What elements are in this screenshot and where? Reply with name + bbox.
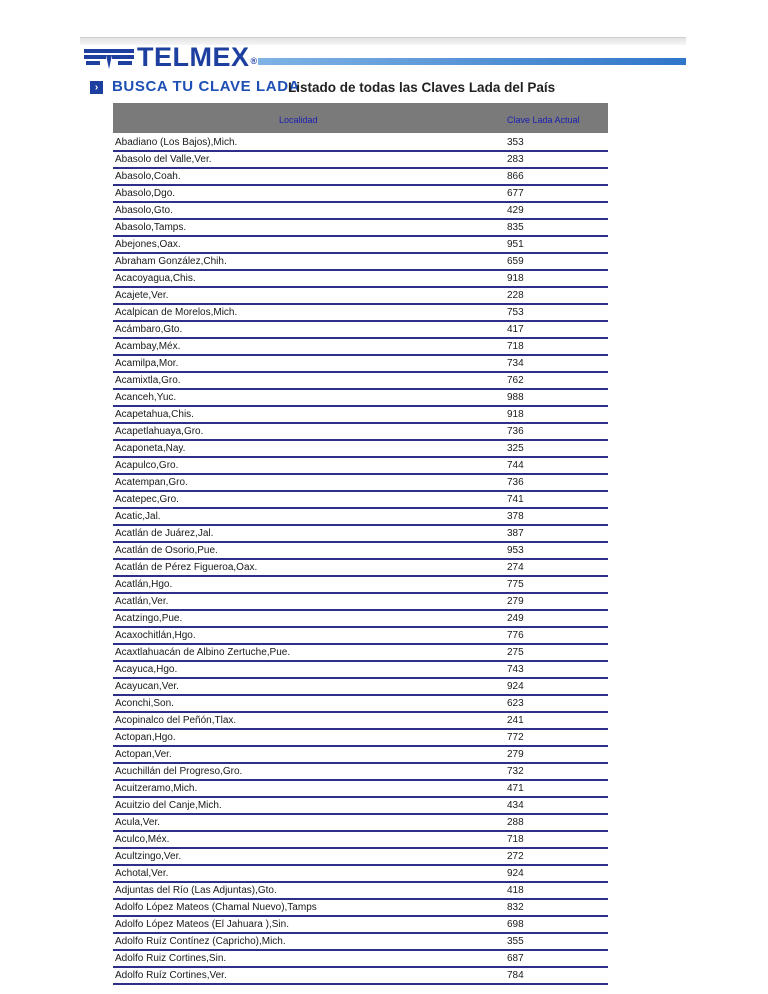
table-row — [113, 747, 608, 764]
localidad-cell: Adolfo Ruíz Cortines,Ver. — [115, 970, 227, 981]
localidad-cell: Acatlán de Pérez Figueroa,Oax. — [115, 562, 258, 573]
clave-lada-cell: 718 — [507, 834, 524, 845]
localidad-cell: Acapetahua,Chis. — [115, 409, 194, 420]
table-row — [113, 951, 608, 968]
table-row — [113, 543, 608, 560]
localidad-cell: Abadiano (Los Bajos),Mich. — [115, 137, 238, 148]
header-accent-strip — [258, 58, 686, 65]
table-row — [113, 832, 608, 849]
table-row — [113, 305, 608, 322]
localidad-cell: Acambay,Méx. — [115, 341, 181, 352]
localidad-cell: Acatlán de Juárez,Jal. — [115, 528, 214, 539]
table-row — [113, 441, 608, 458]
localidad-cell: Aculco,Méx. — [115, 834, 170, 845]
table-row — [113, 237, 608, 254]
clave-lada-cell: 784 — [507, 970, 524, 981]
page-title: Listado de todas las Claves Lada del País — [288, 80, 556, 95]
logo-text: TELMEX — [137, 42, 250, 72]
clave-lada-cell: 429 — [507, 205, 524, 216]
clave-lada-cell: 325 — [507, 443, 524, 454]
table-row — [113, 645, 608, 662]
table-row — [113, 407, 608, 424]
localidad-cell: Acuitzio del Canje,Mich. — [115, 800, 222, 811]
clave-lada-cell: 677 — [507, 188, 524, 199]
table-row — [113, 679, 608, 696]
table-row — [113, 815, 608, 832]
clave-lada-cell: 698 — [507, 919, 524, 930]
table-row — [113, 560, 608, 577]
table-row — [113, 934, 608, 951]
table-row — [113, 186, 608, 203]
table-row — [113, 373, 608, 390]
clave-lada-cell: 279 — [507, 596, 524, 607]
table-row — [113, 271, 608, 288]
clave-lada-cell: 623 — [507, 698, 524, 709]
localidad-cell: Acamilpa,Mor. — [115, 358, 179, 369]
table-row — [113, 356, 608, 373]
table-row — [113, 322, 608, 339]
table-row — [113, 475, 608, 492]
clave-lada-cell: 288 — [507, 817, 524, 828]
table-row — [113, 917, 608, 934]
clave-lada-cell: 918 — [507, 409, 524, 420]
table-row — [113, 152, 608, 169]
localidad-cell: Acaxtlahuacán de Albino Zertuche,Pue. — [115, 647, 291, 658]
clave-lada-cell: 866 — [507, 171, 524, 182]
localidad-cell: Actopan,Hgo. — [115, 732, 176, 743]
localidad-cell: Acula,Ver. — [115, 817, 161, 828]
clave-lada-cell: 736 — [507, 477, 524, 488]
clave-lada-cell: 918 — [507, 273, 524, 284]
clave-lada-cell: 762 — [507, 375, 524, 386]
table-row — [113, 900, 608, 917]
table-header — [113, 103, 608, 133]
localidad-cell: Adolfo López Mateos (Chamal Nuevo),Tamps — [115, 902, 317, 913]
localidad-cell: Abraham González,Chih. — [115, 256, 227, 267]
localidad-cell: Abasolo del Valle,Ver. — [115, 154, 212, 165]
table-row — [113, 220, 608, 237]
localidad-cell: Acamixtla,Gro. — [115, 375, 181, 386]
clave-lada-cell: 732 — [507, 766, 524, 777]
table-row — [113, 526, 608, 543]
table-row — [113, 730, 608, 747]
clave-lada-cell: 275 — [507, 647, 524, 658]
table-row — [113, 288, 608, 305]
clave-lada-cell: 274 — [507, 562, 524, 573]
clave-lada-cell: 687 — [507, 953, 524, 964]
localidad-cell: Acámbaro,Gto. — [115, 324, 183, 335]
clave-lada-cell: 835 — [507, 222, 524, 233]
table-row — [113, 662, 608, 679]
localidad-cell: Abasolo,Gto. — [115, 205, 173, 216]
table-row — [113, 509, 608, 526]
table-row — [113, 798, 608, 815]
localidad-cell: Acayucan,Ver. — [115, 681, 179, 692]
localidad-cell: Adolfo Ruiz Cortines,Sin. — [115, 953, 227, 964]
clave-lada-cell: 471 — [507, 783, 524, 794]
telmex-logo — [137, 42, 258, 73]
localidad-cell: Acatlán,Hgo. — [115, 579, 173, 590]
localidad-cell: Acopinalco del Peñón,Tlax. — [115, 715, 237, 726]
table-row — [113, 492, 608, 509]
table-row — [113, 713, 608, 730]
localidad-cell: Acuchillán del Progreso,Gro. — [115, 766, 243, 777]
clave-lada-cell: 283 — [507, 154, 524, 165]
localidad-cell: Adolfo López Mateos (El Jahuara ),Sin. — [115, 919, 289, 930]
clave-lada-cell: 772 — [507, 732, 524, 743]
localidad-cell: Acayuca,Hgo. — [115, 664, 178, 675]
column-header-localidad: Localidad — [279, 115, 318, 125]
localidad-cell: Acanceh,Yuc. — [115, 392, 177, 403]
clave-lada-cell: 228 — [507, 290, 524, 301]
chevron-right-icon: › — [90, 81, 103, 94]
registered-mark: ® — [250, 56, 258, 66]
clave-lada-cell: 418 — [507, 885, 524, 896]
clave-lada-cell: 434 — [507, 800, 524, 811]
clave-lada-cell: 355 — [507, 936, 524, 947]
clave-lada-cell: 718 — [507, 341, 524, 352]
clave-lada-cell: 417 — [507, 324, 524, 335]
localidad-cell: Acaxochitlán,Hgo. — [115, 630, 196, 641]
localidad-cell: Acatic,Jal. — [115, 511, 161, 522]
clave-lada-cell: 744 — [507, 460, 524, 471]
localidad-cell: Acacoyagua,Chis. — [115, 273, 196, 284]
table-row — [113, 883, 608, 900]
table-body — [113, 135, 608, 985]
clave-lada-cell: 988 — [507, 392, 524, 403]
localidad-cell: Abejones,Oax. — [115, 239, 181, 250]
table-row — [113, 135, 608, 152]
table-row — [113, 696, 608, 713]
table-row — [113, 390, 608, 407]
clave-lada-cell: 953 — [507, 545, 524, 556]
localidad-cell: Acapulco,Gro. — [115, 460, 179, 471]
localidad-cell: Acultzingo,Ver. — [115, 851, 182, 862]
clave-lada-cell: 924 — [507, 681, 524, 692]
table-row — [113, 628, 608, 645]
clave-lada-cell: 924 — [507, 868, 524, 879]
localidad-cell: Acapetlahuaya,Gro. — [115, 426, 204, 437]
clave-lada-cell: 387 — [507, 528, 524, 539]
clave-lada-cell: 951 — [507, 239, 524, 250]
localidad-cell: Acalpican de Morelos,Mich. — [115, 307, 238, 318]
table-row — [113, 849, 608, 866]
lada-table — [113, 103, 608, 985]
telmex-logo-icon — [84, 47, 134, 69]
localidad-cell: Acatlán,Ver. — [115, 596, 169, 607]
localidad-cell: Acaponeta,Nay. — [115, 443, 186, 454]
localidad-cell: Abasolo,Dgo. — [115, 188, 176, 199]
localidad-cell: Acatlán de Osorio,Pue. — [115, 545, 218, 556]
clave-lada-cell: 736 — [507, 426, 524, 437]
clave-lada-cell: 272 — [507, 851, 524, 862]
clave-lada-cell: 775 — [507, 579, 524, 590]
table-row — [113, 458, 608, 475]
clave-lada-cell: 353 — [507, 137, 524, 148]
table-row — [113, 169, 608, 186]
clave-lada-cell: 249 — [507, 613, 524, 624]
clave-lada-cell: 659 — [507, 256, 524, 267]
localidad-cell: Abasolo,Tamps. — [115, 222, 187, 233]
table-row — [113, 339, 608, 356]
clave-lada-cell: 241 — [507, 715, 524, 726]
localidad-cell: Acatempan,Gro. — [115, 477, 188, 488]
localidad-cell: Actopan,Ver. — [115, 749, 172, 760]
column-header-clave-lada: Clave Lada Actual — [507, 115, 580, 125]
table-row — [113, 866, 608, 883]
table-row — [113, 594, 608, 611]
clave-lada-cell: 378 — [507, 511, 524, 522]
localidad-cell: Achotal,Ver. — [115, 868, 169, 879]
localidad-cell: Acajete,Ver. — [115, 290, 169, 301]
clave-lada-cell: 776 — [507, 630, 524, 641]
table-row — [113, 764, 608, 781]
table-row — [113, 781, 608, 798]
clave-lada-cell: 279 — [507, 749, 524, 760]
table-row — [113, 577, 608, 594]
localidad-cell: Acatzingo,Pue. — [115, 613, 183, 624]
table-row — [113, 424, 608, 441]
clave-lada-cell: 741 — [507, 494, 524, 505]
localidad-cell: Aconchi,Son. — [115, 698, 174, 709]
clave-lada-cell: 734 — [507, 358, 524, 369]
clave-lada-cell: 753 — [507, 307, 524, 318]
localidad-cell: Acuitzeramo,Mich. — [115, 783, 198, 794]
localidad-cell: Adjuntas del Río (Las Adjuntas),Gto. — [115, 885, 277, 896]
busca-clave-lada-link[interactable]: BUSCA TU CLAVE LADA — [112, 78, 301, 95]
clave-lada-cell: 832 — [507, 902, 524, 913]
localidad-cell: Adolfo Ruíz Contínez (Capricho),Mich. — [115, 936, 286, 947]
localidad-cell: Abasolo,Coah. — [115, 171, 181, 182]
localidad-cell: Acatepec,Gro. — [115, 494, 179, 505]
table-row — [113, 254, 608, 271]
table-row — [113, 203, 608, 220]
table-row — [113, 611, 608, 628]
table-row — [113, 968, 608, 985]
clave-lada-cell: 743 — [507, 664, 524, 675]
